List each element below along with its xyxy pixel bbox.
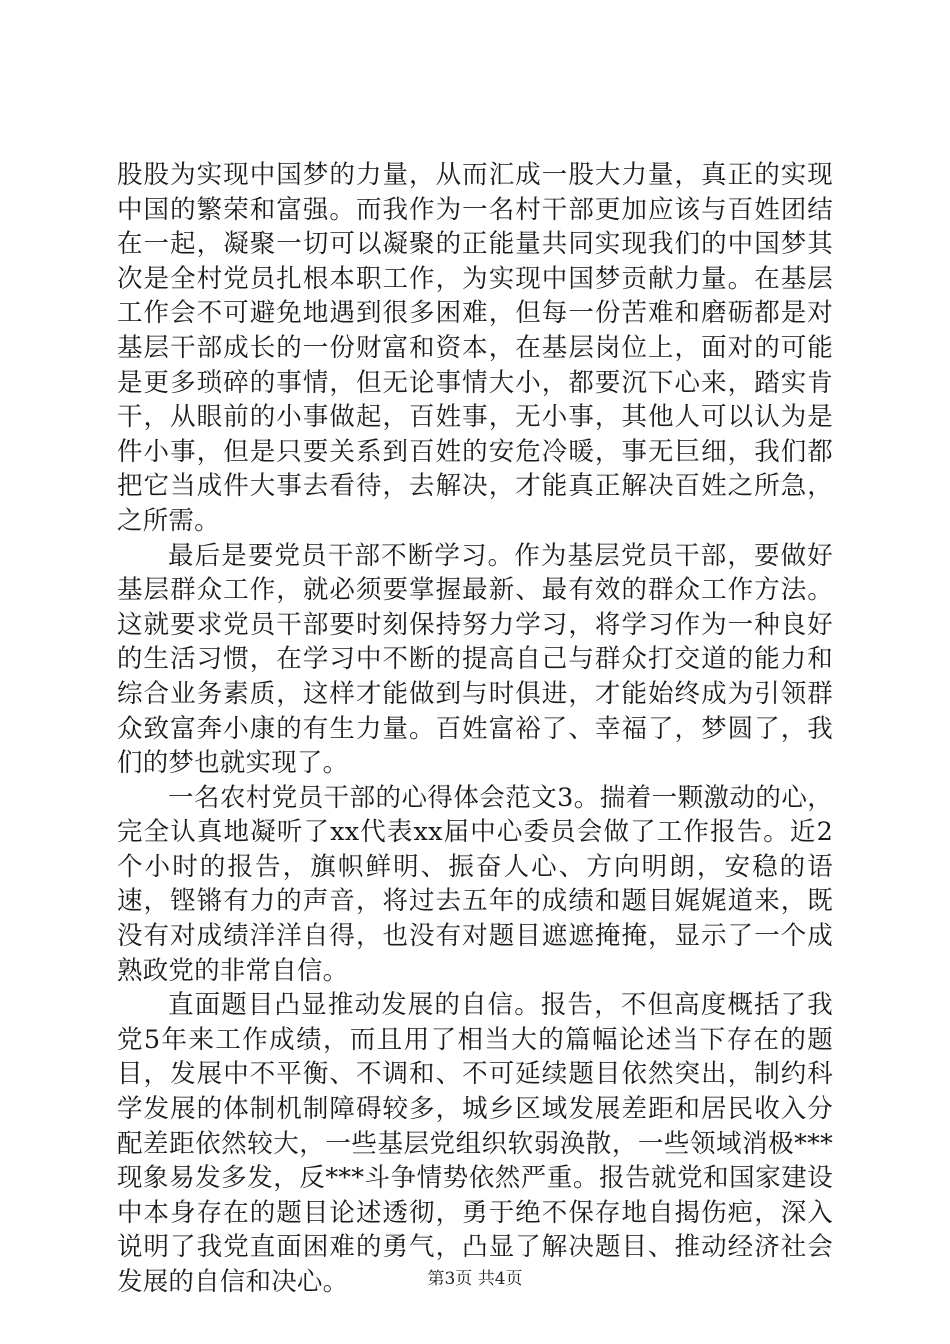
document-body (117, 158, 833, 1300)
page-number-footer: 第3页 共4页 (427, 1269, 523, 1289)
paragraph-confidence: 直面题目凸显推动发展的自信。报告，不但高度概括了我党5年来工作成绩，而且用了相当大的篇幅论述当下存在的题目，发展中不平衡、不调和、不可延续题目依然突出，制约科学发展的体制机制障碍较多，城乡区域发展差距和居民收入分配差距依然较大，一些基层党组织软弱涣散，一些领域消极***现象易发多发，反***斗争情势依然严重。报告就党和国家建设中本身存在的题目论述透彻，勇于绝不保存地自揭伤疤，深入说明了我党直面困难的勇气，凸显了解决题目、推动经济社会发展的自信和决心。 (117, 990, 833, 1297)
paragraph-continued: 股股为实现中国梦的力量，从而汇成一股大力量，真正的实现中国的繁荣和富强。而我作为一名村干部更加应该与百姓团结在一起，凝聚一切可以凝聚的正能量共同实现我们的中国梦其次是全村党员扎根本职工作，为实现中国梦贡献力量。在基层工作会不可避免地遇到很多困难，但每一份苦难和磨砺都是对基层干部成长的一份财富和资本，在基层岗位上，面对的可能是更多琐碎的事情，但无论事情大小，都要沉下心来，踏实肯干，从眼前的小事做起，百姓事，无小事，其他人可以认为是件小事，但是只要关系到百姓的安危冷暖，事无巨细，我们都把它当成件大事去看待，去解决，才能真正解决百姓之所急，之所需。 (117, 160, 833, 536)
paragraph-study: 最后是要党员干部不断学习。作为基层党员干部，要做好基层群众工作，就必须要掌握最新、最有效的群众工作方法。这就要求党员干部要时刻保持努力学习，将学习作为一种良好的生活习惯，在学习中不断的提高自己与群众打交道的能力和综合业务素质，这样才能做到与时俱进，才能始终成为引领群众致富奔小康的有生力量。百姓富裕了、幸福了，梦圆了，我们的梦也就实现了。 (117, 540, 833, 779)
paragraph-sample-3: 一名农村党员干部的心得体会范文3。揣着一颗激动的心，完全认真地凝听了xx代表xx届中心委员会做了工作报告。近2个小时的报告，旗帜鲜明、振奋人心、方向明朗，安稳的语速，铿锵有力的声音，将过去五年的成绩和题目娓娓道来，既没有对成绩洋洋自得，也没有对题目遮遮掩掩，显示了一个成熟政党的非常自信。 (117, 782, 833, 986)
